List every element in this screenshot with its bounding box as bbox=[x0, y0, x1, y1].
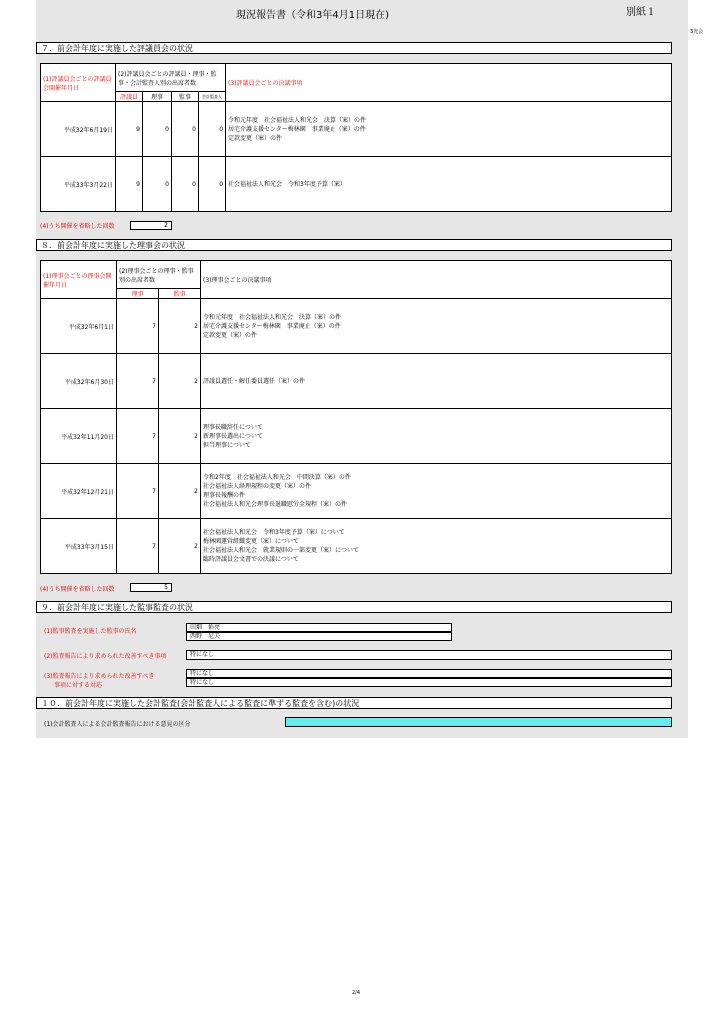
council-col-resolutions: (3)評議員会ごとの決議事項 bbox=[226, 64, 672, 102]
resolution-item: 社会福祉法人和光会 就業規則の一部変更（案）について bbox=[203, 547, 359, 554]
table-row bbox=[41, 299, 672, 354]
resolution-item: 社会福祉法人和光会 令和3年度予算（案） bbox=[228, 180, 346, 188]
council-sub-councilor: 評議員 bbox=[116, 92, 143, 102]
resolution-item: 社会福祉法人和光会 令和3年度予算（案）について bbox=[203, 529, 345, 536]
board-col-date: (1)理事会ごとの理事会開催年月日 bbox=[41, 261, 117, 299]
meeting-date: 平成33年3月15日 bbox=[41, 519, 117, 574]
count-cell: 2 bbox=[159, 409, 201, 464]
resolution-item: 梅林園運営組織変更（案）について bbox=[203, 538, 299, 545]
council-omit-label: (4)うち開催を省略した回数 bbox=[40, 223, 115, 230]
council-table bbox=[40, 63, 672, 212]
board-table bbox=[40, 260, 672, 574]
board-sub-auditor: 監事 bbox=[159, 289, 201, 299]
resolution-item: 居宅介護支援センター梅林園 事業廃止（案）の件 bbox=[203, 322, 341, 330]
table-row bbox=[41, 519, 672, 574]
resolution-item: 社会福祉法人経理規程の変更（案）の件 bbox=[203, 483, 312, 490]
response-value: 特になし bbox=[186, 669, 672, 678]
count-cell: 2 bbox=[159, 354, 201, 409]
response-label-2: 事項に対する対応 bbox=[54, 682, 103, 689]
count-cell: 9 bbox=[116, 157, 143, 212]
section9-heading: ９．前会計年度に実施した監事監査の状況 bbox=[36, 601, 672, 613]
council-col-date: (1)評議員会ごとの評議員会開催年月日 bbox=[41, 64, 116, 102]
resolution-item: 新理事長選出について bbox=[203, 432, 263, 440]
council-sub-director: 理事 bbox=[143, 92, 172, 102]
council-omit-count: 2 bbox=[130, 221, 172, 230]
count-cell: 7 bbox=[117, 519, 159, 574]
resolution-item: 臨時評議員会文書での決議について bbox=[203, 556, 299, 563]
meeting-date: 平成32年6月30日 bbox=[41, 354, 117, 409]
response-label: (3)監査報告により求められた改善すべき bbox=[44, 673, 155, 680]
meeting-date: 平成33年3月22日 bbox=[41, 157, 116, 212]
meeting-date: 平成32年6月1日 bbox=[41, 299, 117, 354]
resolution-list bbox=[201, 464, 672, 519]
table-row bbox=[41, 157, 672, 212]
count-cell: 2 bbox=[159, 519, 201, 574]
board-col-resolutions: (3)理事会ごとの決議事項 bbox=[201, 261, 672, 299]
count-cell: 7 bbox=[117, 299, 159, 354]
table-row bbox=[41, 102, 672, 157]
corner-note: 3光会 bbox=[690, 29, 704, 35]
resolution-item: 評議員選任・解任委員選任（案）の件 bbox=[203, 377, 306, 385]
auditor-names-label: (1)監事監査を実施した監事の氏名 bbox=[44, 628, 137, 635]
count-cell: 0 bbox=[143, 157, 172, 212]
resolution-list bbox=[226, 157, 672, 212]
appendix-label: 別紙１ bbox=[626, 7, 656, 18]
council-col-attendance: (2)評議員会ごとの評議員・理事・監事・会計監査人別の出席者数 bbox=[116, 64, 226, 92]
resolution-item: 理事長報酬の件 bbox=[203, 492, 246, 499]
meeting-date: 平成32年6月19日 bbox=[41, 102, 116, 157]
resolution-item: 理事長職辞任について bbox=[203, 423, 263, 431]
section10-heading: １０．前会計年度に実施した会計監査(会計監査人による監査に準ずる監査を含む)の状況 bbox=[36, 697, 672, 709]
resolution-item: 令和元年度 社会福祉法人和光会 決算（案）の件 bbox=[228, 116, 367, 124]
count-cell: 0 bbox=[172, 157, 199, 212]
board-omit-count: 5 bbox=[130, 583, 172, 592]
resolution-item: 社会福祉法人和光会理事長退職慰労金規程（案）の件 bbox=[203, 501, 348, 508]
board-col-attendance: (2)理事会ごとの理事・監事別の出席者数 bbox=[117, 261, 201, 289]
resolution-list bbox=[201, 519, 672, 574]
count-cell: 0 bbox=[199, 102, 226, 157]
auditor-name: 西野 尼夫 bbox=[186, 632, 452, 641]
page-title: 現況報告書（令和3年4月1日現在) bbox=[236, 10, 389, 21]
meeting-date: 平成32年12月21日 bbox=[41, 464, 117, 519]
resolution-item: 令和元年度 社会福祉法人和光会 決算（案）の件 bbox=[203, 313, 342, 321]
resolution-list bbox=[201, 354, 672, 409]
resolution-item: 定款変更（案）の件 bbox=[203, 331, 258, 339]
count-cell: 2 bbox=[159, 299, 201, 354]
count-cell: 7 bbox=[117, 354, 159, 409]
count-cell: 9 bbox=[116, 102, 143, 157]
board-omit-label: (4)うち開催を省略した回数 bbox=[40, 586, 115, 593]
table-row bbox=[41, 409, 672, 464]
resolution-item: 居宅介護支援センター梅林園 事業廃止（案）の件 bbox=[228, 125, 366, 133]
count-cell: 0 bbox=[199, 157, 226, 212]
table-row bbox=[41, 354, 672, 409]
section8-heading: ８．前会計年度に実施した理事会の状況 bbox=[36, 239, 672, 251]
audit-opinion-label: (1)会計監査人による会計監査報告における意見の区分 bbox=[44, 721, 191, 728]
table-row bbox=[41, 464, 672, 519]
count-cell: 0 bbox=[143, 102, 172, 157]
resolution-list bbox=[201, 299, 672, 354]
count-cell: 7 bbox=[117, 409, 159, 464]
council-sub-auditor: 監事 bbox=[172, 92, 199, 102]
board-sub-director: 理事 bbox=[117, 289, 159, 299]
page-number: 2/4 bbox=[352, 990, 361, 996]
resolution-list bbox=[226, 102, 672, 157]
count-cell: 7 bbox=[117, 464, 159, 519]
auditor-name: 田畑 佑亮 bbox=[186, 623, 452, 632]
resolution-list bbox=[201, 409, 672, 464]
council-sub-accountant: 会計監査人 bbox=[199, 92, 226, 102]
response-value: 特になし bbox=[186, 678, 672, 687]
improvement-value: 特になし bbox=[186, 650, 672, 660]
resolution-item: 定款変更（案）の件 bbox=[228, 134, 283, 142]
meeting-date: 平成32年11月20日 bbox=[41, 409, 117, 464]
resolution-item: 令和2年度 社会福祉法人和光会 中間決算（案）の件 bbox=[203, 474, 351, 481]
audit-opinion-field[interactable] bbox=[285, 717, 672, 727]
count-cell: 2 bbox=[159, 464, 201, 519]
count-cell: 0 bbox=[172, 102, 199, 157]
improvement-label: (2)監査報告により求められた改善すべき事項 bbox=[44, 653, 167, 660]
section7-heading: ７．前会計年度に実施した評議員会の状況 bbox=[36, 42, 672, 54]
resolution-item: 担当理事について bbox=[203, 441, 251, 449]
